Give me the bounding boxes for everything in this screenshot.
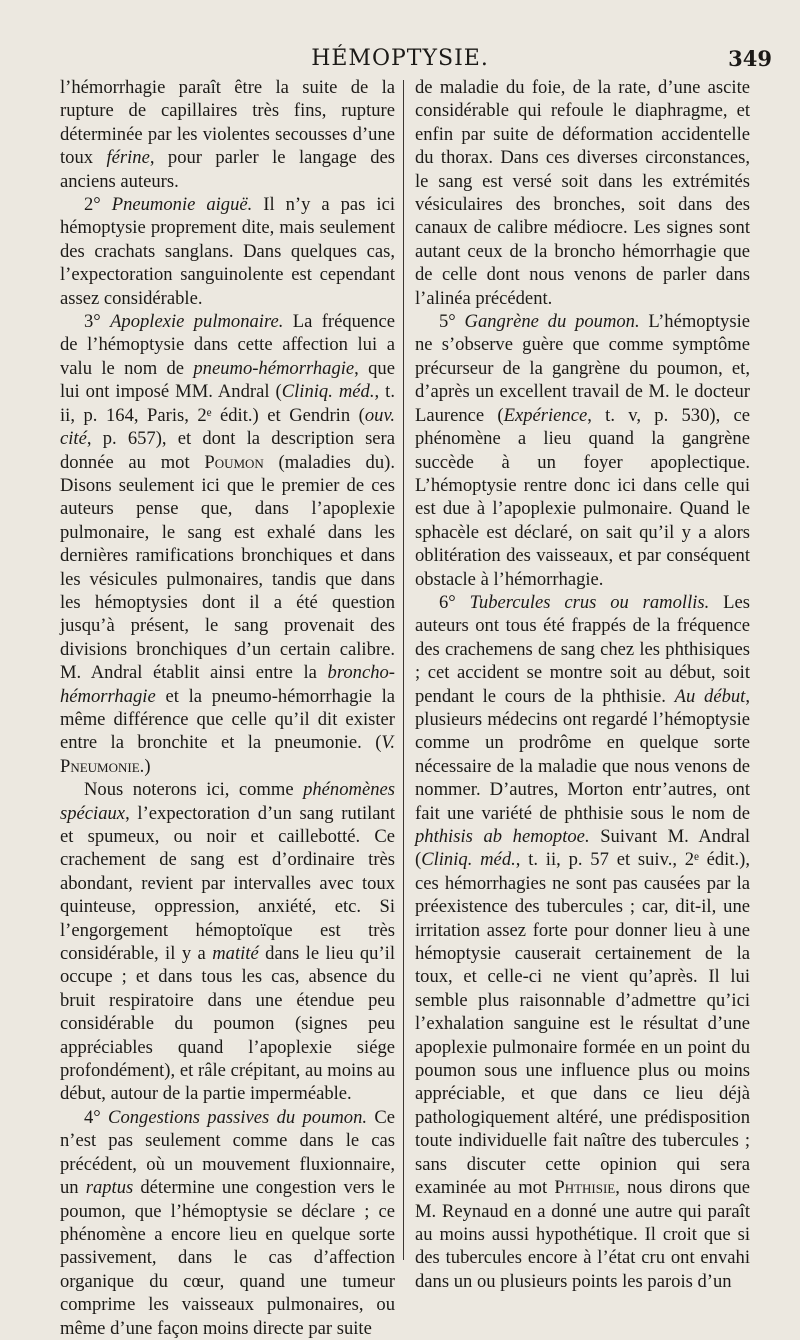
paragraph-text: l’hémorrhagie paraît être la suite de la rupture de capillaires très fins, rupture déterminée par les violentes secousses d’une toux <box>60 77 395 169</box>
paragraph-text: , t. v, p. 530), ce phénomène a lieu quand la gangrène succède à un foyer apoplectique. L’hémoptysie rentre donc ici dans celle qui est due à l’apoplexie pulmonaire. Quand le sphacèle est déclaré, on sait qu’il y a alors oblitération des vaisseaux, et par conséquent obstacle à l’hémorrhagie. <box>415 404 750 590</box>
paragraph-text: La fréquence de l’hémoptysie dans cette affection lui a valu le nom de <box>60 311 395 379</box>
paragraph-text: .) <box>139 755 151 777</box>
italic-citation: ouv. cité <box>60 404 395 450</box>
section-heading: Pneumonie aiguë. <box>111 194 253 216</box>
paragraph-text: , p. 657), et dont la description sera donnée au mot <box>60 428 395 473</box>
paragraph-text: , plusieurs médecins ont regardé l’hémoptysie comme un prodrôme en quelque sorte nécessaire de la maladie que nous venons de nommer. D’autres, Morton entr’autres, ont fait une variété de phthisie sous le nom de <box>415 685 750 824</box>
paragraph-text: , t. ii, p. 57 et suiv., 2ᵉ édit.), ces hémorrhagies ne sont pas causées par la préexistence des tubercules ; car, dit-il, une irritation assez forte pour donner lieu à une hémoptysie causerait certainement de la toux, et celle-ci ne vient qu’après. Il lui semble plus raisonnable d’admettre qu’ici l’exhalation sanguine est le résultat d’une apoplexie pulmonaire formée en un point du poumon sous une influence plus ou moins appréciable, et que dans ce lieu déjà pathologiquement altéré, une prédisposition toute individuelle fait naître des tubercules ; sans discuter cette opinion qui sera examinée au mot <box>415 849 750 1199</box>
italic-term: Au début <box>674 685 746 707</box>
italic-abbrev: V. <box>381 732 395 754</box>
paragraph-text: , nous dirons que M. Reynaud en a donné une autre qui paraît au moins aussi hypothétique. Il croit que si des tubercules encore à l’état cru ont envahi dans un ou plusieurs points les parois d’un <box>415 1177 750 1292</box>
paragraph-text: (maladies du). Disons seulement ici que le premier de ces auteurs pense que, dans l’apoplexie pulmonaire, le sang est exhalé dans les dernières ramifications bronchiques et dans les vésicules pulmonaires, tandis que dans les hémoptysies dont il a été question jusqu’à présent, le sang provenait des divisions bronchiques d’un certain calibre. M. Andral établit ainsi entre la <box>60 451 395 684</box>
paragraph-text: et la pneumo-hémorrhagie la même différence que celle qu’il dit exister entre la bronchite et la pneumonie. ( <box>60 685 395 754</box>
paragraph-text: de maladie du foie, de la rate, d’une ascite considérable qui refoule le diaphragme, et enfin par suite de déformation accidentelle du thorax. Dans ces diverses circonstances, le sang est versé soit dans les extrémités vésiculaires des bronches, soit dans des canaux de calibre médiocre. Les signes sont autant ceux de la broncho hémorrhagie que de celle dont nous venons de parler dans l’alinéa précédent. <box>415 77 750 309</box>
running-head <box>0 44 800 74</box>
paragraph-text: Suivant M. Andral ( <box>415 826 750 871</box>
cross-reference: Pneumonie <box>60 755 140 777</box>
italic-term: pneumo-hémorrhagie <box>193 357 355 379</box>
paragraph-text: Nous noterons ici, comme <box>84 779 304 801</box>
italic-citation: Expérience <box>503 404 588 426</box>
column-divider <box>403 80 404 1260</box>
paragraph-text: , pour parler le langage des anciens auteurs. <box>60 147 395 192</box>
paragraph-text: Ce n’est pas seulement comme dans le cas précédent, où un mouvement fluxionnaire, un <box>60 1106 395 1199</box>
italic-citation: Cliniq. méd. <box>421 849 516 871</box>
paragraph-congestions <box>60 1106 395 1340</box>
section-number: 3° <box>84 311 111 333</box>
page-number: 349 <box>728 46 772 71</box>
page-title: HÉMOPTYSIE. <box>311 46 489 71</box>
section-number: 2° <box>84 194 112 216</box>
section-heading: Congestions passives du poumon. <box>108 1106 368 1128</box>
italic-term: férine <box>106 147 150 169</box>
paragraph-text: Les auteurs ont tous été frappés de la fréquence des crachemens de sang chez les phthisiques ; cet accident se montre soit au début, soit pendant le cours de la phthisie. <box>415 591 750 707</box>
paragraph-text: Il n’y a pas ici hémoptysie proprement dite, mais seulement des crachats sanglans. Dans quelques cas, l’expectoration sanguinolente est cependant assez considérable. <box>60 194 395 309</box>
paragraph-phenomenes <box>60 778 395 1106</box>
paragraph-text: , que lui ont imposé MM. Andral ( <box>60 357 395 403</box>
italic-term: matité <box>212 943 259 965</box>
paragraph-gangrene <box>415 310 750 591</box>
paragraph-text: , l’expectoration d’un sang rutilant et spumeux, ou noir et caillebotté. Ce crachement de sang est d’ordinaire très abondant, revient par intervalles avec toux quinteuse, oppression, anxiété, etc. Si l’engorgement hémoptoïque est très considérable, il y a <box>60 802 395 965</box>
italic-term: phthisis ab hemoptoe. <box>415 826 590 847</box>
paragraph-intro <box>60 76 395 193</box>
right-column <box>415 76 750 1293</box>
paragraph-text: détermine une congestion vers le poumon, que l’hémoptysie se déclare ; ce phénomène a encore lieu en quelque sorte passivement, dans le cas d’affection organique du cœur, quand une tumeur comprime les vaisseaux pulmonaires, ou même d’une façon moins directe par suite <box>60 1177 395 1339</box>
cross-reference: Phthisie <box>554 1177 616 1199</box>
italic-term: phénomènes spéciaux <box>60 779 395 824</box>
paragraph-text: dans le lieu qu’il occupe ; et dans tous les cas, absence du bruit respiratoire dans une étendue peu considérable du poumon (signes peu appréciables quand l’apoplexie siége profondément), et râle crépitant, au moins au début, autour de la partie imperméable. <box>60 943 395 1105</box>
section-heading: Tubercules crus ou ramollis. <box>469 591 710 613</box>
section-number: 5° <box>439 311 465 333</box>
paragraph-continuation <box>415 76 750 310</box>
paragraph-apoplexie <box>60 310 395 778</box>
italic-term: raptus <box>85 1177 134 1199</box>
paragraph-pneumonie <box>60 193 395 310</box>
section-number: 6° <box>439 591 470 613</box>
section-heading: Gangrène du poumon. <box>464 311 640 333</box>
paragraph-text: , t. ii, p. 164, Paris, 2ᵉ édit.) et Gendrin ( <box>60 381 395 426</box>
paragraph-tubercules <box>415 591 750 1293</box>
section-heading: Apoplexie pulmonaire. <box>110 311 284 333</box>
italic-term: broncho-hémorrhagie <box>60 662 395 707</box>
cross-reference: Poumon <box>204 451 264 473</box>
italic-citation: Cliniq. méd. <box>281 381 375 403</box>
left-column <box>60 76 395 1340</box>
section-number: 4° <box>84 1106 109 1128</box>
paragraph-text: L’hémoptysie ne s’observe guère que comme symptôme précurseur de la gangrène du poumon, et, d’après un excellent travail de M. le docteur Laurence ( <box>415 311 750 426</box>
